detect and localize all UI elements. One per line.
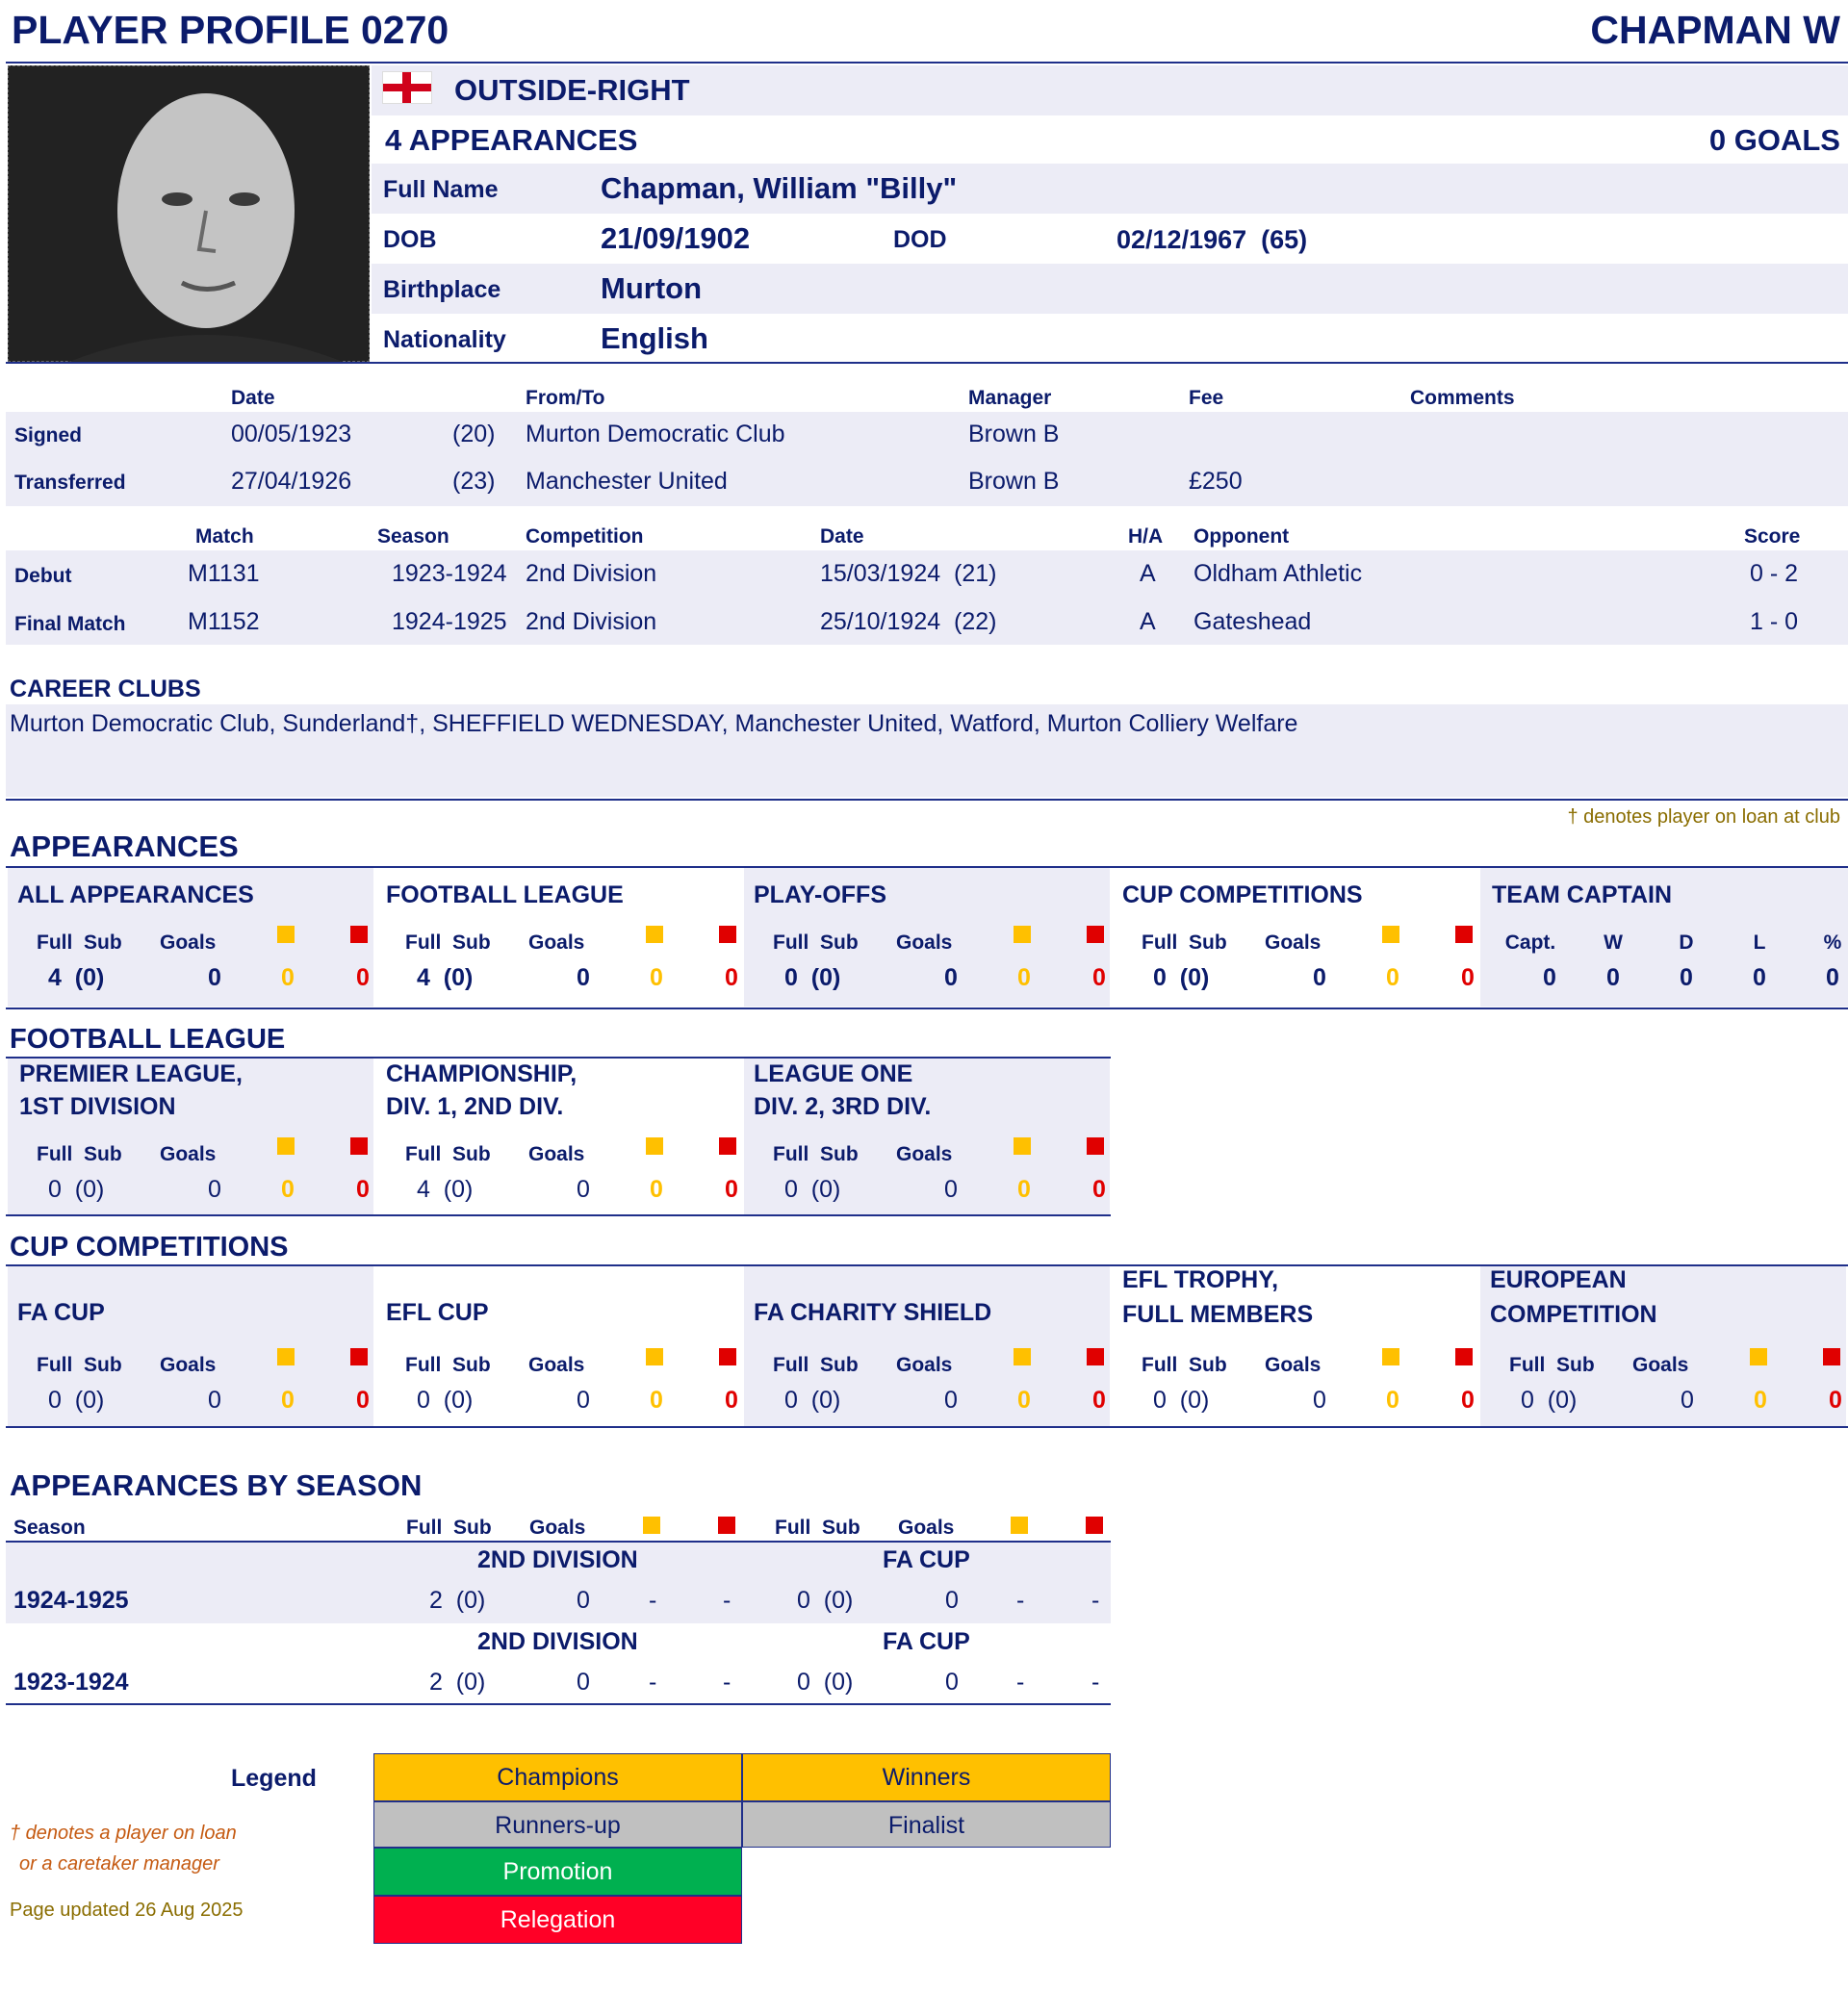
goals-value: 0 (577, 964, 590, 991)
red-card-icon (719, 1348, 736, 1365)
yellow-card-icon (1014, 1137, 1031, 1155)
goals-value: 0 (1313, 964, 1326, 991)
red-cards-value: 0 (356, 1387, 370, 1414)
season-apps-2: 0 (0) (797, 1669, 854, 1696)
birthplace-value: Murton (601, 271, 703, 305)
stat-panel (1113, 868, 1478, 1007)
apps-value: 4 (0) (417, 1176, 474, 1203)
stat-panel (1480, 1266, 1846, 1426)
season-red-2: - (1091, 1587, 1100, 1614)
stat-panel-title: DIV. 2, 3RD DIV. (754, 1093, 932, 1120)
captain-header: % (1823, 931, 1842, 954)
season-yellow-2: - (1016, 1669, 1025, 1696)
legend-finalist: Finalist (742, 1801, 1111, 1848)
red-cards-value: 0 (1092, 1387, 1106, 1414)
captain-header: D (1679, 931, 1694, 954)
yellow-cards-value: 0 (281, 964, 295, 991)
full-sub-header: Full Sub (773, 931, 859, 954)
stat-panel-title: DIV. 1, 2ND DIV. (386, 1093, 564, 1120)
red-card-icon (718, 1517, 735, 1534)
career-clubs-text: Murton Democratic Club, Sunderland†, SHEFFIELD WEDNESDAY, Manchester United, Watford, Murton Colliery Welfare (10, 710, 1298, 737)
goals-total: 0 GOALS (1708, 123, 1840, 157)
position: OUTSIDE-RIGHT (454, 73, 690, 107)
red-card-icon (719, 1137, 736, 1155)
red-cards-value: 0 (1461, 964, 1475, 991)
stat-panel-title: PLAY-OFFS (754, 881, 886, 908)
stat-panel-title: COMPETITION (1490, 1301, 1657, 1328)
season-yellow-1: - (649, 1669, 657, 1696)
match-header-opponent: Opponent (1194, 525, 1290, 548)
red-card-icon (350, 1137, 368, 1155)
transfer-header-comments: Comments (1410, 387, 1515, 409)
goals-header: Goals (1265, 1354, 1322, 1376)
red-cards-value: 0 (356, 964, 370, 991)
full-sub-header: Full Sub (773, 1354, 859, 1376)
season-competition-1: 2ND DIVISION (477, 1546, 638, 1573)
legend-title: Legend (231, 1765, 317, 1792)
goals-header: Goals (896, 931, 953, 954)
match-header-date: Date (820, 525, 864, 548)
stat-panel (8, 1266, 373, 1426)
red-cards-value: 0 (725, 1387, 738, 1414)
goals-value: 0 (208, 1387, 221, 1414)
season-goals-1: 0 (577, 1587, 590, 1614)
full-sub-header: Full Sub (405, 1354, 491, 1376)
stat-panel-title: 1ST DIVISION (19, 1093, 176, 1120)
season-row (6, 1624, 1111, 1705)
yellow-card-icon (1014, 926, 1031, 943)
red-card-icon (1086, 1517, 1103, 1534)
captain-header: W (1604, 931, 1623, 954)
legend-loan-note-1: † denotes a player on loan (10, 1823, 237, 1844)
player-photo (8, 65, 370, 362)
season-red-2: - (1091, 1669, 1100, 1696)
yellow-cards-value: 0 (1017, 1176, 1031, 1203)
apps-value: 0 (0) (417, 1387, 474, 1414)
red-card-icon (1455, 926, 1473, 943)
stat-panel (8, 1059, 373, 1214)
legend-loan-note-2: or a caretaker manager (19, 1853, 219, 1875)
season-red-1: - (723, 1669, 732, 1696)
season-goals-2: 0 (945, 1669, 959, 1696)
goals-value: 0 (208, 964, 221, 991)
full-name-label: Full Name (383, 176, 499, 203)
team-captain-panel (1480, 868, 1848, 1007)
red-card-icon (350, 1348, 368, 1365)
dod-value: 02/12/1967 (65) (1116, 225, 1308, 254)
captain-header: L (1753, 931, 1766, 954)
legend-runners-up: Runners-up (373, 1801, 742, 1848)
season-row (6, 1543, 1111, 1623)
red-cards-value: 0 (1092, 964, 1106, 991)
red-cards-value: 0 (356, 1176, 370, 1203)
goals-value: 0 (1681, 1387, 1694, 1414)
captain-value: 0 (1753, 964, 1766, 991)
yellow-cards-value: 0 (1017, 964, 1031, 991)
loan-note: † denotes player on loan at club (1567, 806, 1840, 828)
full-name-value: Chapman, William "Billy" (601, 171, 958, 205)
season-goals-2: 0 (945, 1587, 959, 1614)
red-card-icon (719, 926, 736, 943)
apps-value: 4 (0) (417, 964, 474, 991)
season-competition-1: 2ND DIVISION (477, 1628, 638, 1655)
goals-value: 0 (208, 1176, 221, 1203)
stat-panel (1113, 1266, 1478, 1426)
red-cards-value: 0 (725, 1176, 738, 1203)
red-cards-value: 0 (1829, 1387, 1842, 1414)
goals-value: 0 (944, 1176, 958, 1203)
red-card-icon (1455, 1348, 1473, 1365)
yellow-cards-value: 0 (281, 1176, 295, 1203)
birthplace-label: Birthplace (383, 276, 501, 303)
season-competition-2: FA CUP (883, 1546, 970, 1573)
yellow-card-icon (646, 926, 663, 943)
season-yellow-2: - (1016, 1587, 1025, 1614)
goals-header: Goals (1265, 931, 1322, 954)
match-header-competition: Competition (526, 525, 644, 548)
stat-panel-title: FA CHARITY SHIELD (754, 1299, 992, 1326)
transfer-header-date: Date (231, 387, 275, 409)
captain-value: 0 (1680, 964, 1693, 991)
match-header-match: Match (195, 525, 254, 548)
apps-value: 0 (0) (784, 1176, 841, 1203)
stat-panel-title: FULL MEMBERS (1122, 1301, 1314, 1328)
yellow-card-icon (277, 1348, 295, 1365)
yellow-card-icon (1014, 1348, 1031, 1365)
apps-value: 0 (0) (1153, 964, 1210, 991)
match-header-ha: H/A (1128, 525, 1164, 548)
goals-value: 0 (1313, 1387, 1326, 1414)
red-card-icon (1087, 1348, 1104, 1365)
season-value: 1924-1925 (13, 1587, 129, 1614)
goals-header: Goals (528, 931, 585, 954)
goals-header: Goals (896, 1354, 953, 1376)
stat-panel-title: EUROPEAN (1490, 1266, 1627, 1293)
nationality-label: Nationality (383, 326, 506, 353)
cup-competitions-title: CUP COMPETITIONS (10, 1232, 289, 1263)
stat-panel-title: FA CUP (17, 1299, 105, 1326)
career-clubs-title: CAREER CLUBS (10, 676, 201, 702)
apps-value: 0 (0) (784, 964, 841, 991)
red-cards-value: 0 (1461, 1387, 1475, 1414)
red-card-icon (1087, 1137, 1104, 1155)
transfer-header-manager: Manager (968, 387, 1052, 409)
appearances-title: APPEARANCES (10, 829, 239, 863)
season-header-goals-2: Goals (898, 1517, 955, 1539)
england-flag-icon (382, 71, 432, 104)
match-header-score: Score (1744, 525, 1801, 548)
legend-relegation: Relegation (373, 1896, 742, 1944)
yellow-cards-value: 0 (1386, 964, 1399, 991)
stat-panel (376, 868, 742, 1007)
red-card-icon (350, 926, 368, 943)
full-sub-header: Full Sub (37, 1143, 122, 1165)
player-photo-figure (9, 66, 371, 363)
player-short-name: CHAPMAN W (1590, 8, 1840, 52)
match-header-season: Season (377, 525, 449, 548)
apps-value: 0 (0) (48, 1387, 105, 1414)
goals-header: Goals (528, 1354, 585, 1376)
stat-panel-title: LEAGUE ONE (754, 1060, 913, 1087)
stat-panel (744, 868, 1110, 1007)
goals-value: 0 (577, 1176, 590, 1203)
red-card-icon (1823, 1348, 1840, 1365)
stat-panel-title: PREMIER LEAGUE, (19, 1060, 243, 1087)
apps-value: 0 (0) (1521, 1387, 1578, 1414)
season-red-1: - (723, 1587, 732, 1614)
yellow-card-icon (643, 1517, 660, 1534)
full-sub-header: Full Sub (405, 1143, 491, 1165)
full-sub-header: Full Sub (1509, 1354, 1595, 1376)
stat-panel (376, 1266, 742, 1426)
stat-panel-title: CUP COMPETITIONS (1122, 881, 1363, 908)
season-yellow-1: - (649, 1587, 657, 1614)
page-updated: Page updated 26 Aug 2025 (10, 1900, 244, 1921)
yellow-cards-value: 0 (281, 1387, 295, 1414)
stat-panel (8, 868, 373, 1007)
yellow-cards-value: 0 (1754, 1387, 1767, 1414)
full-sub-header: Full Sub (1142, 931, 1227, 954)
apps-value: 0 (0) (1153, 1387, 1210, 1414)
goals-header: Goals (1632, 1354, 1689, 1376)
yellow-cards-value: 0 (1017, 1387, 1031, 1414)
by-season-title: APPEARANCES BY SEASON (10, 1468, 423, 1502)
stat-panel-title: CHAMPIONSHIP, (386, 1060, 578, 1087)
nationality-value: English (601, 321, 708, 355)
apps-value: 4 (0) (48, 964, 105, 991)
yellow-cards-value: 0 (1386, 1387, 1399, 1414)
goals-header: Goals (160, 1143, 217, 1165)
page-title: PLAYER PROFILE 0270 (12, 8, 449, 52)
appearances-total: 4 APPEARANCES (385, 123, 638, 157)
transfer-header-club: From/To (526, 387, 605, 409)
season-header: Season (13, 1517, 86, 1539)
season-goals-1: 0 (577, 1669, 590, 1696)
legend-promotion: Promotion (373, 1848, 742, 1896)
season-apps-1: 2 (0) (429, 1669, 486, 1696)
goals-header: Goals (160, 1354, 217, 1376)
stat-panel-title: EFL CUP (386, 1299, 489, 1326)
yellow-card-icon (277, 926, 295, 943)
yellow-cards-value: 0 (650, 964, 663, 991)
dod-label: DOD (893, 226, 947, 253)
captain-value: 0 (1606, 964, 1620, 991)
football-league-title: FOOTBALL LEAGUE (10, 1024, 286, 1055)
yellow-card-icon (277, 1137, 295, 1155)
yellow-card-icon (646, 1137, 663, 1155)
full-sub-header: Full Sub (37, 931, 122, 954)
season-header-goals-1: Goals (529, 1517, 586, 1539)
legend-champions: Champions (373, 1753, 742, 1801)
yellow-card-icon (1750, 1348, 1767, 1365)
goals-value: 0 (944, 964, 958, 991)
goals-value: 0 (944, 1387, 958, 1414)
stat-panel (744, 1059, 1110, 1214)
stat-panel (744, 1266, 1110, 1426)
full-sub-header: Full Sub (773, 1143, 859, 1165)
stat-panel (376, 1059, 742, 1214)
season-value: 1923-1924 (13, 1669, 129, 1696)
apps-value: 0 (0) (48, 1176, 105, 1203)
season-header-full-sub-2: Full Sub (775, 1517, 860, 1539)
goals-header: Goals (528, 1143, 585, 1165)
red-cards-value: 0 (725, 964, 738, 991)
stat-panel-title: EFL TROPHY, (1122, 1266, 1279, 1293)
season-competition-2: FA CUP (883, 1628, 970, 1655)
goals-value: 0 (577, 1387, 590, 1414)
yellow-cards-value: 0 (650, 1176, 663, 1203)
captain-value: 0 (1543, 964, 1556, 991)
goals-header: Goals (896, 1143, 953, 1165)
season-header-full-sub-1: Full Sub (406, 1517, 492, 1539)
apps-value: 0 (0) (784, 1387, 841, 1414)
season-apps-1: 2 (0) (429, 1587, 486, 1614)
transfer-header-fee: Fee (1189, 387, 1224, 409)
yellow-card-icon (646, 1348, 663, 1365)
full-sub-header: Full Sub (37, 1354, 122, 1376)
yellow-cards-value: 0 (650, 1387, 663, 1414)
legend-winners: Winners (742, 1753, 1111, 1801)
goals-header: Goals (160, 931, 217, 954)
captain-header: Capt. (1504, 931, 1556, 954)
full-sub-header: Full Sub (405, 931, 491, 954)
red-card-icon (1087, 926, 1104, 943)
yellow-card-icon (1382, 1348, 1399, 1365)
team-captain-title: TEAM CAPTAIN (1492, 881, 1673, 908)
yellow-card-icon (1011, 1517, 1028, 1534)
full-sub-header: Full Sub (1142, 1354, 1227, 1376)
yellow-card-icon (1382, 926, 1399, 943)
stat-panel-title: ALL APPEARANCES (17, 881, 254, 908)
stat-panel-title: FOOTBALL LEAGUE (386, 881, 624, 908)
captain-value: 0 (1826, 964, 1839, 991)
dob-value: 21/09/1902 (601, 221, 751, 255)
dob-label: DOB (383, 226, 437, 253)
red-cards-value: 0 (1092, 1176, 1106, 1203)
season-apps-2: 0 (0) (797, 1587, 854, 1614)
